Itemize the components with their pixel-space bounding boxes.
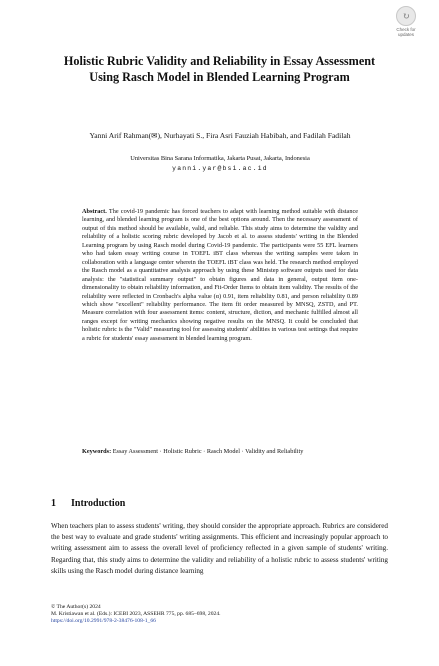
section-title: Introduction: [71, 498, 126, 509]
paper-title: Holistic Rubric Validity and Reliability in Essay Assessment Using Rasch Model in Blended Learning Program: [63, 54, 376, 84]
author-email[interactable]: yanni.yar@bsi.ac.id: [172, 165, 268, 172]
copyright-line: © The Author(s) 2024: [51, 604, 101, 610]
affiliation: Universitas Bina Sarana Informatika, Jakarta Pusat, Jakarta, Indonesia: [130, 155, 310, 162]
keywords-label: Keywords:: [82, 448, 112, 455]
keywords: [82, 448, 358, 456]
citation-line: M. Kristiawan et al. (Eds.): ICEBI 2023, ASSEHR 775, pp. 685–698, 2024.: [51, 611, 221, 618]
section-number: 1: [51, 498, 56, 509]
introduction-paragraph: When teachers plan to assess students' writing, they should consider the appropriate approach. Rubrics are considered the best way to evaluate and grade students' writing assignments. This efficient and increasingly popular approach to writing assessment aim to assess the overall level of proficiency reflected in a given sample of students' writing. Regarding that, this study aims to determine the validity and reliability of a holistic rubric to assess students' writing skills using the Rasch model during distance learning: [51, 522, 388, 575]
keywords-text: Essay Assessment · Holistic Rubric · Rasch Model · Validity and Reliability: [112, 448, 304, 455]
doi-link[interactable]: https://doi.org/10.2991/978-2-38476-108-1_66: [51, 618, 156, 625]
abstract-label: Abstract.: [82, 208, 107, 215]
abstract-text: The covid-19 pandemic has forced teachers to adapt with learning method suitable with distance learning, and blended learning program is one of the best options around. Then the necessary assessment of output of this method should be available, valid, and reliable. This study aims to determine the validity and reliability of a holistic scoring rubric developed by Jacob et al. to assess students' writing in the Blended Learning program by using Rasch model during Covid-19 pandemic. The participants were 55 EFL learners who had taken essay writing course in TOEFL iBT class whereas the writing samples were taken in collaboration with a language center wherein the TOEFL iBT class was held. The research method employed the Rasch model as a quantitative analysis approach by using these Ministep software outputs used for data analysis: the "statistical summary output" to obtain figures and data in general, output item one-dimensionality to obtain reliability information, and Fit-Order Items to obtain item validity. The results of the reliability were reflected in Cronbach's alpha value (α) 0.91, item reliability 0.81, and person reliability 0.89 which show "excellent" reliability performance. The item fit order measured by MNSQ, ZSTD, and PT. Measure correlation with four assessment items: content, structure, diction, and mechanic fulfilled almost all ranges except for writing mechanics showing negative results on the MNSQ. It could be concluded that holistic rubric is the "Valid" measuring tool for assessing students' abilities in various test settings that require a rubric for students' essay assessment in blended learning program.: [82, 208, 358, 342]
author-list: Yanni Arif Rahman(✉), Nurhayati S., Fira Asri Fauziah Habibah, and Fadilah Fadilah: [89, 131, 351, 140]
refresh-icon: ↻: [396, 6, 416, 26]
badge-label: Check for updates: [396, 27, 416, 38]
abstract: [82, 208, 358, 343]
footer-info: [51, 604, 388, 626]
check-for-updates-badge[interactable]: [389, 6, 423, 40]
section-heading: [51, 498, 125, 510]
